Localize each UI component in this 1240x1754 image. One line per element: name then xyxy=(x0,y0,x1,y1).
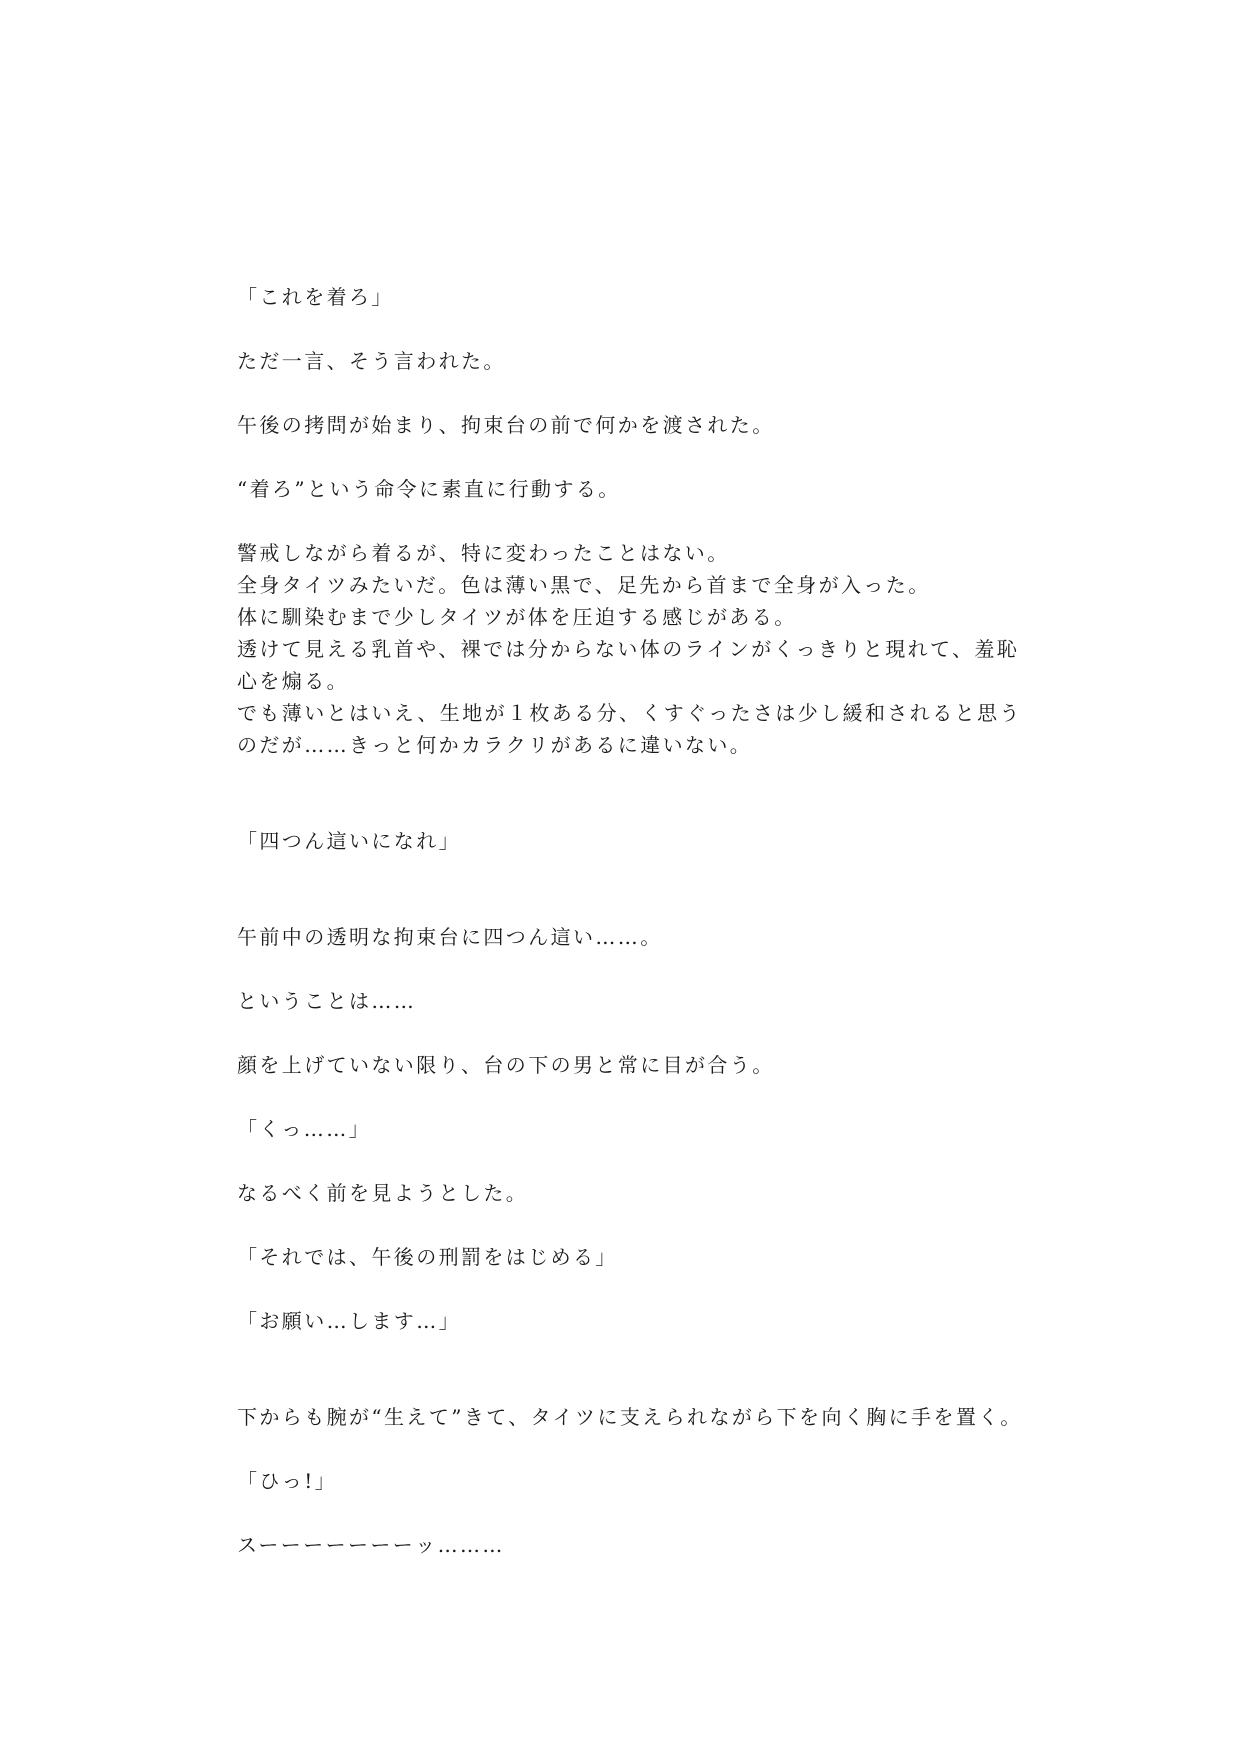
text-line-5: 警戒しながら着るが、特に変わったことはない。 xyxy=(237,541,730,565)
text-line-1: 「これを着ろ」 xyxy=(237,285,394,309)
text-line-15: 顔を上げていない限り、台の下の男と常に目が合う。 xyxy=(237,1053,775,1077)
text-line-7: 体に馴染むまで少しタイツが体を圧迫する感じがある。 xyxy=(237,605,797,629)
text-line-16: 「くっ……」 xyxy=(237,1117,371,1141)
text-line-3: 午後の拷問が始まり、拘束台の前で何かを渡された。 xyxy=(237,413,775,437)
text-line-20: 下からも腕が“生えて”きて、タイツに支えられながら下を向く胸に手を置く。 xyxy=(237,1405,1023,1429)
text-line-12: 「四つん這いになれ」 xyxy=(237,829,461,853)
text-line-19: 「お願い…します…」 xyxy=(237,1309,461,1333)
text-line-21: 「ひっ!」 xyxy=(237,1469,338,1493)
text-line-2: ただ一言、そう言われた。 xyxy=(237,349,506,373)
text-line-22: スーーーーーーーッ……… xyxy=(237,1533,505,1557)
text-line-18: 「それでは、午後の刑罰をはじめる」 xyxy=(237,1245,618,1269)
text-line-6: 全身タイツみたいだ。色は薄い黒で、足先から首まで全身が入った。 xyxy=(237,573,931,597)
text-line-13: 午前中の透明な拘束台に四つん這い……。 xyxy=(237,925,663,949)
text-line-9: 心を煽る。 xyxy=(237,669,349,693)
text-line-8: 透けて見える乳首や、裸では分からない体のラインがくっきりと現れて、羞恥 xyxy=(237,637,1020,661)
text-line-14: ということは…… xyxy=(237,989,417,1013)
text-line-10: でも薄いとはいえ、生地が１枚ある分、くすぐったさは少し緩和されると思う xyxy=(237,701,1022,725)
text-line-4: “着ろ”という命令に素直に行動する。 xyxy=(237,477,621,501)
text-line-17: なるべく前を見ようとした。 xyxy=(237,1181,529,1205)
text-line-11: のだが……きっと何かカラクリがあるに違いない。 xyxy=(237,733,753,757)
